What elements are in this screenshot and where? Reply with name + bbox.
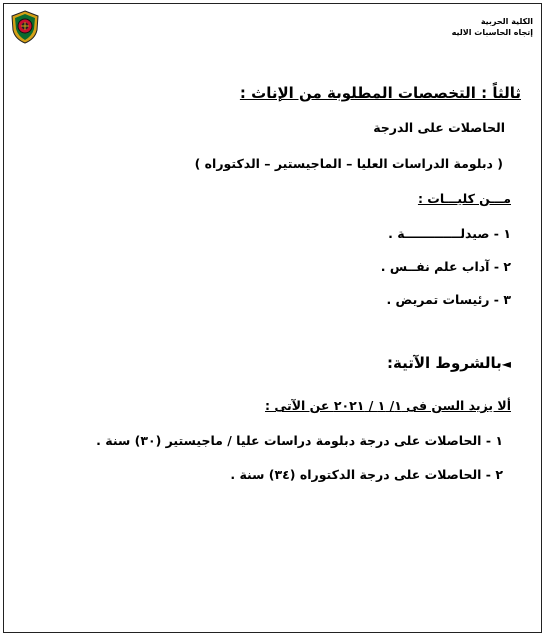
- degree-label: الحاصلات على الدرجة: [373, 120, 505, 135]
- conditions-title: بالشروط الآتية:: [386, 354, 502, 372]
- arrow-left-icon: ◄: [501, 357, 511, 371]
- condition-item: ١ - الحاصلات على درجة دبلومة دراسات عليا / ماجيستير (٣٠) سنة .: [96, 433, 503, 448]
- degrees-list: ( دبلومة الدراسات العليا – الماجيستير – الدكتوراه ): [194, 156, 503, 171]
- faculty-item: ٣ - رئيسات تمريض .: [386, 292, 511, 307]
- conditions-heading: [387, 354, 511, 372]
- document-page: [3, 3, 542, 633]
- institution-header: [452, 16, 533, 38]
- military-academy-emblem-icon: [10, 10, 40, 44]
- section-title: ثالثاً : التخصصات المطلوبة من الإناث :: [239, 84, 521, 102]
- faculties-title: مـــن كليـــات :: [417, 191, 511, 206]
- condition-item: ٢ - الحاصلات على درجة الدكتوراه (٣٤) سنة .: [230, 467, 503, 482]
- faculty-item: ٢ - آداب علم نفــس .: [380, 259, 511, 274]
- header-line-1: الكلية الحربية: [480, 17, 533, 26]
- header-line-2: إتجاه الحاسبات الاليه: [451, 28, 533, 37]
- faculty-item: ١ - صيدلـــــــــــــة .: [388, 226, 511, 241]
- age-limit-title: ألا يزيد السن فى ١/ ١ / ٢٠٢١ عن الآتى :: [265, 398, 511, 413]
